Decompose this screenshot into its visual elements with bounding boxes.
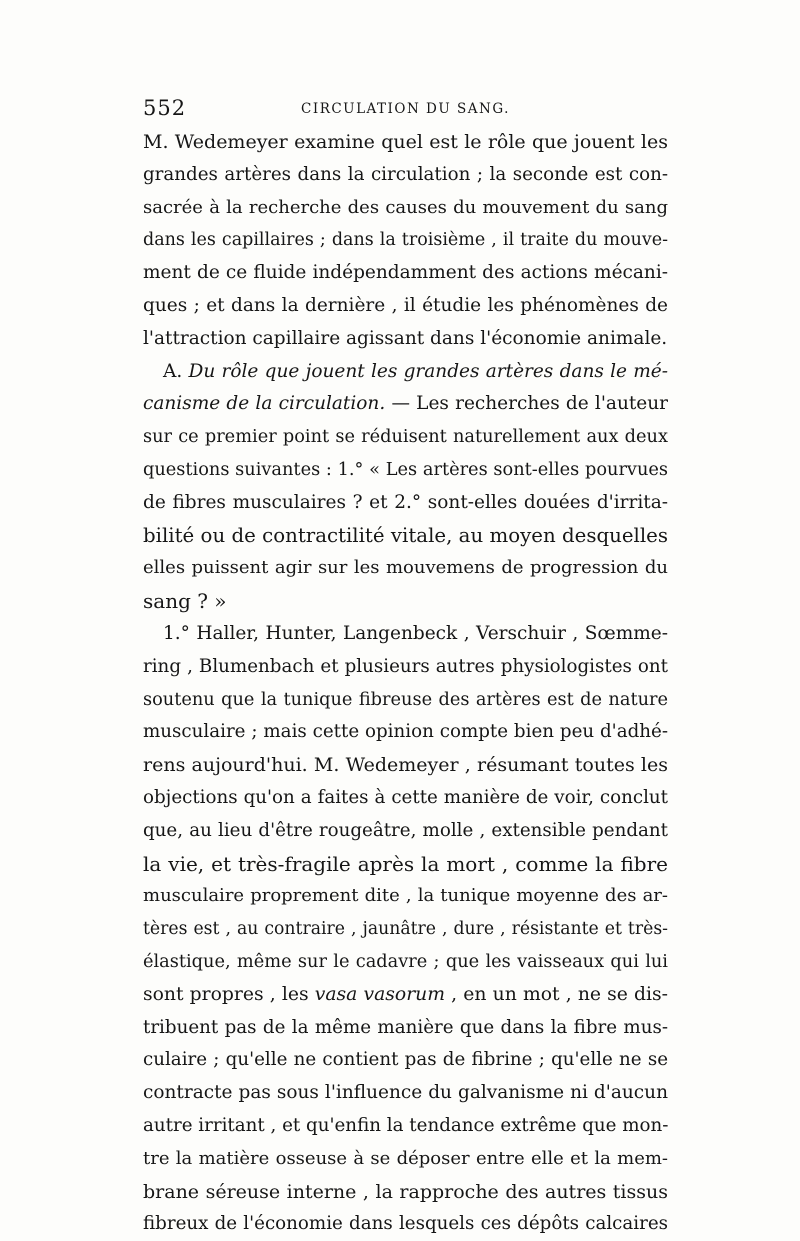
text-line: dans les capillaires ; dans la troisième , il traite du mouve- xyxy=(143,230,668,251)
text-line: ment de ce fluide indépendamment des actions mécani- xyxy=(143,262,668,284)
section-title-continued: canisme de la circulation. xyxy=(143,393,386,415)
section-heading-line xyxy=(143,356,668,389)
text-line: de fibres musculaires ? et 2.° sont-elles douées d'irrita- xyxy=(143,491,668,513)
text-line: sacrée à la recherche des causes du mouvement du sang xyxy=(143,196,668,218)
text-fragment: sont propres , les xyxy=(143,983,315,1005)
text-line: grandes artères dans la circulation ; la seconde est con- xyxy=(143,163,668,185)
text-line: questions suivantes : 1.° « Les artères sont-elles pourvues xyxy=(143,459,668,480)
text-line: brane séreuse interne , la rapproche des autres tissus xyxy=(143,1180,668,1203)
text-line: 1.° Haller, Hunter, Langenbeck , Verschuir , Sœmme- xyxy=(163,622,668,644)
text-line: M. Wedemeyer examine quel est le rôle que jouent les xyxy=(143,131,668,153)
text-line: contracte pas sous l'influence du galvanisme ni d'aucun xyxy=(143,1082,668,1104)
text-line: soutenu que la tunique fibreuse des artères est de nature xyxy=(143,689,668,710)
numbered-paragraph-1 xyxy=(143,618,668,1241)
text-line: la vie, et très-fragile après la mort , comme la fibre xyxy=(143,851,668,876)
text-line: sur ce premier point se réduisent naturellement aux deux xyxy=(143,427,668,448)
text-line: fibreux de l'économie dans lesquels ces dépôts calcaires xyxy=(143,1213,668,1235)
latin-term: vasa vasorum xyxy=(314,983,446,1005)
text-line: objections qu'on a faites à cette manière de voir, conclut xyxy=(143,786,668,808)
text-line: que, au lieu d'être rougeâtre, molle , extensible pendant xyxy=(143,819,668,841)
text-line: autre irritant , et qu'enfin la tendance extrême que mon- xyxy=(143,1114,668,1136)
text-line xyxy=(143,388,668,421)
section-label: A. xyxy=(163,360,183,382)
text-line: bilité ou de contractilité vitale, au moyen desquelles xyxy=(143,523,668,547)
text-line: tribuent pas de la même manière que dans la fibre mus- xyxy=(143,1016,668,1038)
text-line: culaire ; qu'elle ne contient pas de fibrine ; qu'elle ne se xyxy=(143,1049,668,1071)
text-line: musculaire ; mais cette opinion compte bien peu d'adhé- xyxy=(143,721,668,743)
text-fragment: — Les recherches de l'auteur xyxy=(385,393,668,415)
running-title: CIRCULATION DU SANG. xyxy=(301,101,510,117)
text-line: ring , Blumenbach et plusieurs autres physiologistes ont xyxy=(143,655,668,677)
text-line: tères est , au contraire , jaunâtre , dure , résistante et très- xyxy=(143,919,668,940)
page-number: 552 xyxy=(143,96,187,120)
page-header xyxy=(143,90,668,124)
text-fragment: , en un mot , ne se dis- xyxy=(445,983,668,1005)
text-line: ques ; et dans la dernière , il étudie les phénomènes de xyxy=(143,294,668,316)
text-line: rens aujourd'hui. M. Wedemeyer , résumant toutes les xyxy=(143,754,668,777)
text-line: tre la matière osseuse à se déposer entre elle et la mem- xyxy=(143,1147,668,1169)
text-line: élastique, même sur le cadavre ; que les vaisseaux qui lui xyxy=(143,951,668,972)
text-line: musculaire proprement dite , la tunique moyenne des ar- xyxy=(143,885,668,907)
text-line: l'attraction capillaire agissant dans l'économie animale. xyxy=(143,327,668,349)
text-line: sang ? » xyxy=(143,589,227,614)
text-line xyxy=(143,979,668,1012)
section-a-paragraph xyxy=(143,356,668,618)
intro-paragraph xyxy=(143,126,668,356)
text-line: elles puissent agir sur les mouvemens de progression du xyxy=(143,557,668,579)
body-text xyxy=(143,126,668,1241)
section-title: Du rôle que jouent les grandes artères dans le mé- xyxy=(188,360,668,382)
